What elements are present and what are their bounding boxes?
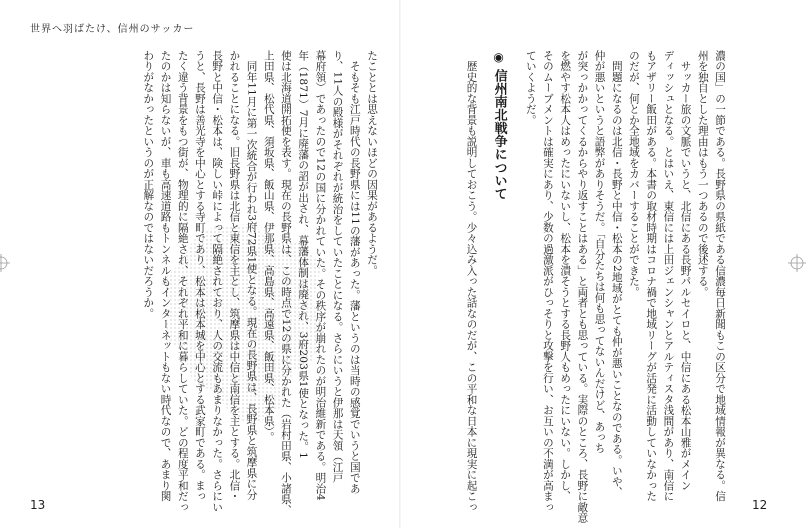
text-line: ディッシュとなる。とはいえ、東信には上田ジェンシャンとアルティスタ浅間があり、南信に — [662, 50, 675, 502]
right-page-text — [465, 50, 728, 523]
text-line: 上田県、松代県、須坂県、飯山県、伊那県、高島県、高遠県、飯田県、松本県）。 — [262, 50, 275, 443]
page-number-left: 13 — [30, 498, 46, 512]
text-line: わりがなかったというのが正解なのではないだろうか。 — [142, 50, 155, 319]
text-line: 歴史的な背景も説明しておこう。少々込み入った話なのだが、この平和な日本に現実に起こっ — [465, 50, 478, 513]
text-line: 問題になるのは北信・長野と中信・松本の2地域がとても仲が悪いことなのである。いや、 — [610, 50, 623, 498]
section-title: 信州南北戦争について — [491, 68, 507, 201]
text-line: 同年11月に第一次統合が行われ3府72県1使となる。現在の長野県は、長野県と筑摩県に分 — [245, 50, 258, 500]
text-line: のだが、何とか全地域をカバーすることができた。 — [627, 50, 640, 298]
text-line: うと、長野は善光寺を中心とする寺町であり、松本は松本城を中心とする武家町である。まっ — [193, 50, 206, 502]
text-line: そもそも江戸時代の長野県には11の藩があった。藩というのは当時の感覚でいうと国であ — [348, 50, 361, 494]
section-heading — [486, 50, 512, 470]
text-line: が突っかかってくるからやり返すことはある」と両者とも思っている。実際のところ、長野に敵意 — [576, 50, 589, 523]
text-line: り、11人の殿様がそれぞれが統治をしていたことになる。さらにいうと伊那は天領（江戸 — [331, 50, 344, 484]
text-line: たく違う背景をもつ街が、物理的に隔絶され、それぞれ平和に暮らしていた。どの程度平和だっ — [176, 50, 189, 513]
text-line: 州を独自とした理由はもう一つあるので後述する。 — [696, 50, 709, 298]
text-line: 仲が悪いというと語弊がありそうだ。「自分たちは何も思ってないんだけど、あっち — [593, 50, 606, 454]
left-page-text — [122, 50, 380, 516]
text-line: かれることになる。旧長野県は北信と東信を主とし、筑摩県は中信と南信を主とする。北信・ — [228, 50, 241, 502]
text-line: 幕府領）であったので12の国に分かれていた。その秩序が崩れたのが明治維新である。明治4 — [314, 50, 327, 501]
page-number-right: 12 — [752, 498, 768, 512]
text-line: ていくようだ。 — [524, 50, 537, 126]
running-head: 世界へ羽ばたけ、信州のサッカー — [30, 24, 195, 35]
section-mark: ◉ — [491, 50, 506, 65]
text-line: たのかは知らないが、車も高速道路もトンネルもインターネットもない時代なので、あまり関 — [159, 50, 172, 502]
text-line: を燃やす松本人はめったにいないし、松本を潰そうとする長野人もめったにいない。しかし、 — [559, 50, 572, 502]
text-line: そのムーブメントは確実にあり、少数の過激派がひっそりと攻撃を行い、お互いの不満が高まっ — [541, 50, 554, 513]
text-line: もアザリー飯田がある。本書の取材時期はコロナ禍で地域リーグが活発に活動していなかった — [645, 50, 658, 502]
text-line: 使は北海道開拓使を表す。現在の長野県は、この時点で12の県に分かれた（岩村田県、小諸県、 — [279, 50, 292, 516]
registration-mark-icon — [0, 254, 10, 272]
book-gutter — [399, 0, 401, 528]
text-line: サッカー旅の文脈でいうと、北信にある長野パルセイロと、中信にある松本山雅がメイン — [679, 50, 692, 491]
text-line: 濃の国」の一節である。長野県の県紙である信濃毎日新聞もこの区分で地域情報が異なる。信 — [714, 50, 726, 502]
text-line: たこととは思えないほどの因果があるようだ。 — [366, 50, 378, 276]
text-line: 年（1871）7月に廃藩の詔が出され、幕藩体制は廃され、3府203県1使となった。1 — [297, 50, 310, 460]
registration-mark-icon — [788, 254, 806, 272]
text-line: 長野と中信・松本は、険しい峠によって隔絶されており、人の交流もあまりなかった。さらにい — [211, 50, 224, 513]
